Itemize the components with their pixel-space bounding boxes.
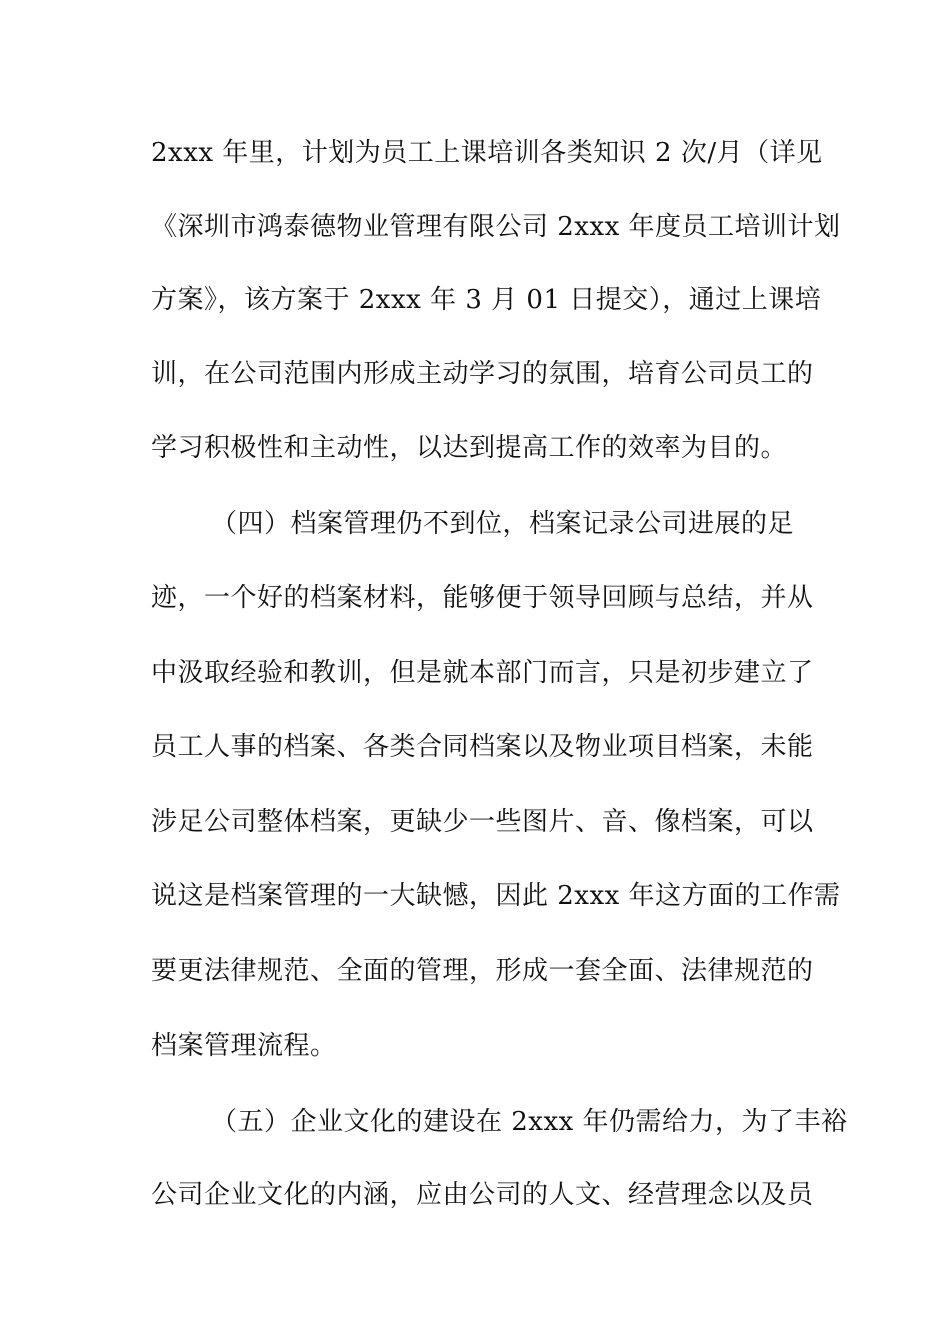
text-line: 要更法律规范、全面的管理，形成一套全面、法律规范的 xyxy=(151,956,814,986)
text-line: 训，在公司范围内形成主动学习的氛围，培育公司员工的 xyxy=(151,359,814,389)
paragraph-heading-line: （四）档案管理仍不到位，档案记录公司进展的足 xyxy=(211,509,795,539)
text-line: 《深圳市鸿泰德物业管理有限公司 2xxx 年度员工培训计划 xyxy=(151,212,841,242)
text-line: 方案》，该方案于 2xxx 年 3 月 01 日提交），通过上课培 xyxy=(151,285,822,315)
text-line: 迹，一个好的档案材料，能够便于领导回顾与总结，并从 xyxy=(151,583,814,613)
text-line: 中汲取经验和教训，但是就本部门而言，只是初步建立了 xyxy=(151,658,814,688)
text-line: 档案管理流程。 xyxy=(151,1031,337,1061)
text-line: 公司企业文化的内涵，应由公司的人文、经营理念以及员 xyxy=(151,1180,814,1210)
text-line: 员工人事的档案、各类合同档案以及物业项目档案，未能 xyxy=(151,732,814,762)
text-line: 说这是档案管理的一大缺憾，因此 2xxx 年这方面的工作需 xyxy=(151,881,841,911)
text-line: 涉足公司整体档案，更缺少一些图片、音、像档案，可以 xyxy=(151,807,814,837)
paragraph-heading-line: （五）企业文化的建设在 2xxx 年仍需给力，为了丰裕 xyxy=(211,1107,848,1137)
text-line: 2xxx 年里，计划为员工上课培训各类知识 2 次/月（详见 xyxy=(151,138,823,168)
text-line: 学习积极性和主动性，以达到提高工作的效率为目的。 xyxy=(151,433,788,463)
